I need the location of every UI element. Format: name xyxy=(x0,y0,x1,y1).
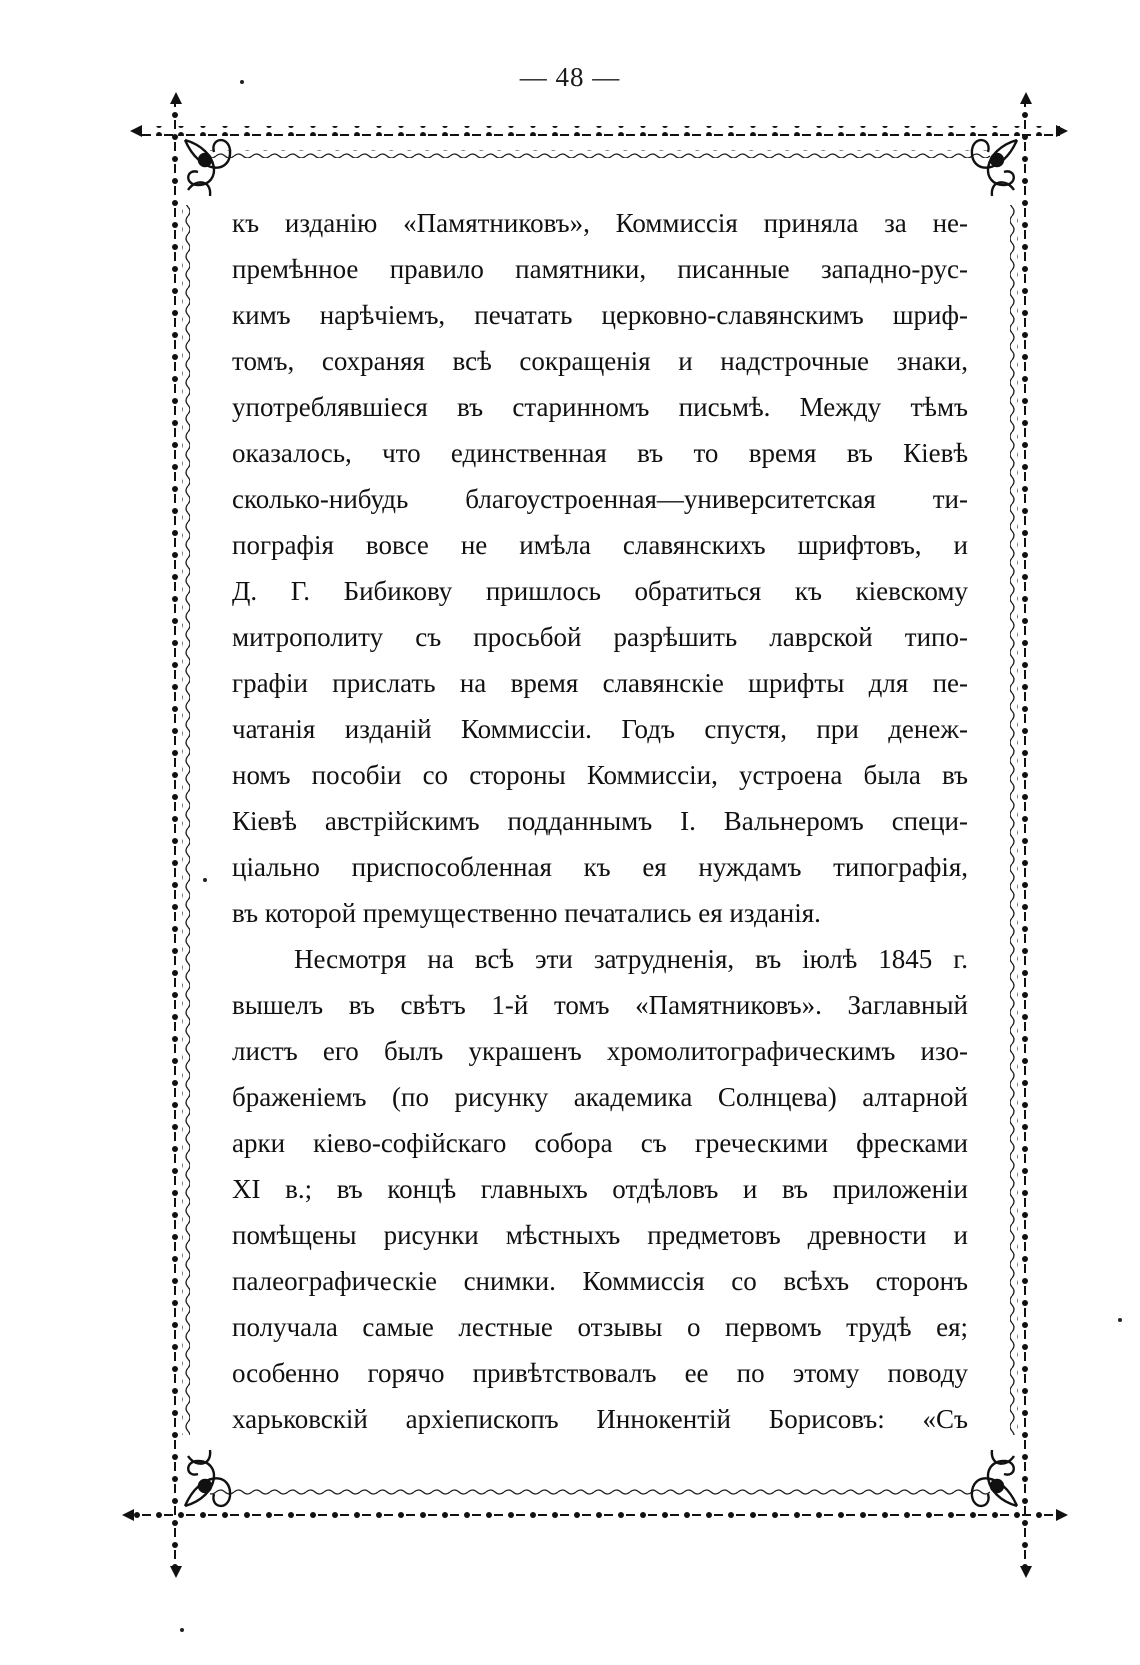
corner-ornament-top-left xyxy=(185,140,230,196)
text-line: ціально приспособленная къ ея нуждамъ типографія, xyxy=(232,852,968,882)
text-line: харьковскій архіепископъ Иннокентій Борисовъ: «Съ xyxy=(232,1404,968,1434)
text-line: премѣнное правило памятники, писанные западно-рус- xyxy=(232,254,968,284)
text-line: вышелъ въ свѣтъ 1-й томъ «Памятниковъ». Заглавный xyxy=(232,990,968,1020)
text-line: номъ пособіи со стороны Коммиссіи, устроена была въ xyxy=(232,760,968,790)
body-text xyxy=(232,200,968,1442)
text-line: получала самые лестные отзывы о первомъ трудѣ ея; xyxy=(232,1312,968,1342)
text-line: особенно горячо привѣтствовалъ ее по этому поводу xyxy=(232,1358,968,1388)
text-line-paragraph-end: въ которой премущественно печатались ея изданія. xyxy=(232,898,821,928)
text-line: Кіевѣ австрійскимъ подданнымъ І. Вальнеромъ специ- xyxy=(232,806,968,836)
left-wavy-rule xyxy=(182,205,190,1435)
text-line: митрополиту съ просьбой разрѣшить лаврской типо- xyxy=(232,622,968,652)
text-line: употреблявшіеся въ старинномъ письмѣ. Между тѣмъ xyxy=(232,392,968,422)
top-beaded-rule xyxy=(140,126,1060,136)
text-line: XI в.; въ концѣ главныхъ отдѣловъ и въ приложеніи xyxy=(232,1174,968,1204)
bottom-wavy-rule xyxy=(210,1488,990,1496)
corner-ornament-bottom-left xyxy=(185,1450,230,1506)
corner-ornament-top-right xyxy=(972,140,1017,196)
text-line: арки кіево-софійскаго собора съ греческими фресками xyxy=(232,1128,968,1158)
text-line: листъ его былъ украшенъ хромолитографическимъ изо- xyxy=(232,1036,968,1066)
left-beaded-rule xyxy=(171,100,181,1570)
right-beaded-rule xyxy=(1021,100,1031,1570)
text-line: палеографическіе снимки. Коммиссія со всѣхъ сторонъ xyxy=(232,1266,968,1296)
text-line: пографія вовсе не имѣла славянскихъ шрифтовъ, и xyxy=(232,530,968,560)
bottom-beaded-rule xyxy=(130,1510,1060,1520)
page-number: — 48 — xyxy=(519,62,621,92)
text-line-paragraph-start: Несмотря на всѣ эти затрудненія, въ іюлѣ 1845 г. xyxy=(294,944,968,974)
text-line: чатанія изданій Коммиссіи. Годъ спустя, при денеж- xyxy=(232,714,968,744)
text-line: Д. Г. Бибикову пришлось обратиться къ кіевскому xyxy=(232,576,968,606)
text-line: къ изданію «Памятниковъ», Коммиссія приняла за не- xyxy=(232,208,968,238)
text-line: оказалось, что единственная въ то время въ Кіевѣ xyxy=(232,438,968,468)
text-line: кимъ нарѣчіемъ, печатать церковно-славянскимъ шриф- xyxy=(232,300,968,330)
right-wavy-rule xyxy=(1010,205,1018,1435)
text-line: графіи прислать на время славянскіе шрифты для пе- xyxy=(232,668,968,698)
text-line: сколько-нибудь благоустроенная—университетская ти- xyxy=(232,484,968,514)
top-wavy-rule xyxy=(210,150,990,158)
text-line: браженіемъ (по рисунку академика Солнцева) алтарной xyxy=(232,1082,968,1112)
text-line: помѣщены рисунки мѣстныхъ предметовъ древности и xyxy=(232,1220,968,1250)
corner-ornament-bottom-right xyxy=(972,1450,1017,1506)
text-line: томъ, сохраняя всѣ сокращенія и надстрочные знаки, xyxy=(232,346,968,376)
